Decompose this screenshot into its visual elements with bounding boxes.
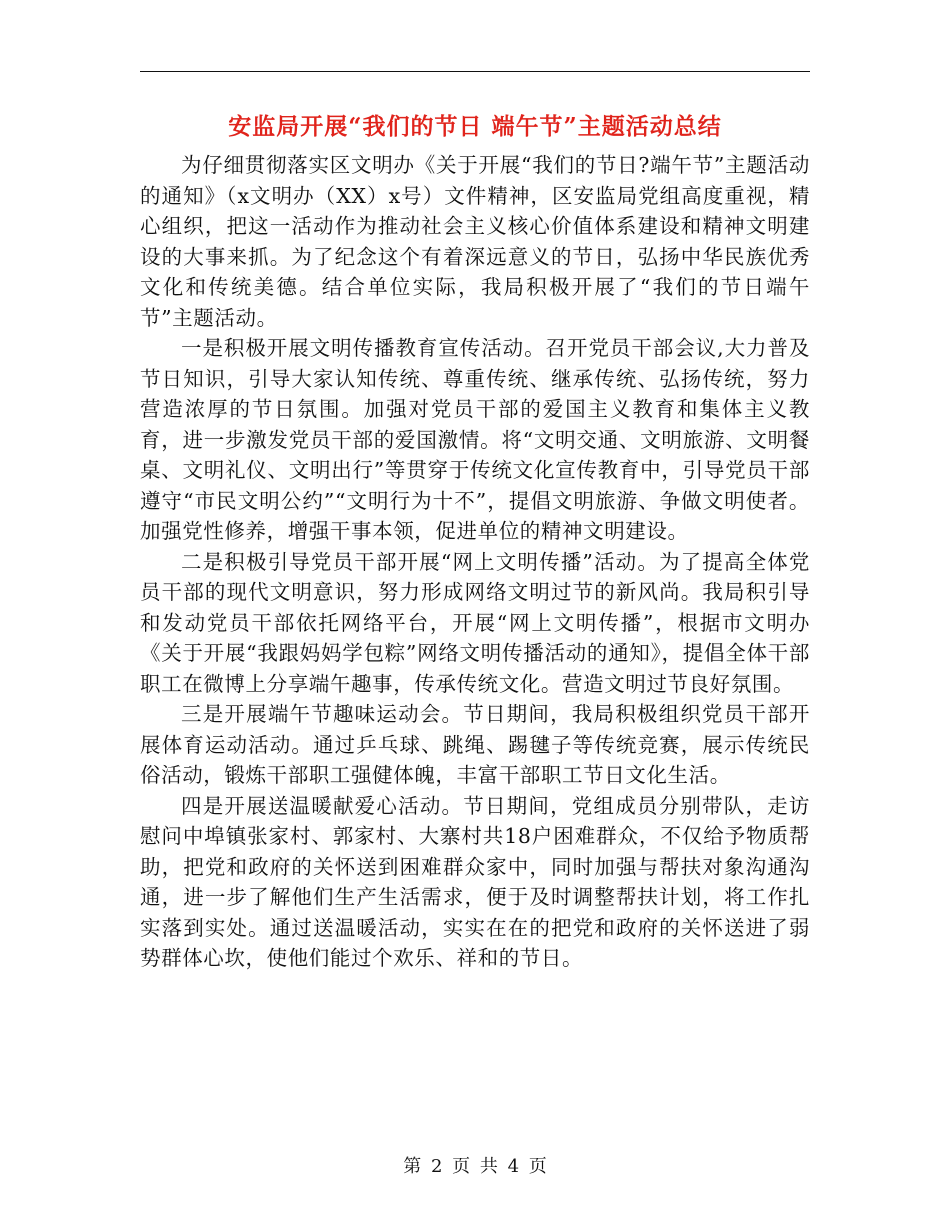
paragraph-intro: 为仔细贯彻落实区文明办《关于开展“我们的节日?端午节”主题活动的通知》（x文明办（XX）x号）文件精神，区安监局党组高度重视，精心组织，把这一活动作为推动社会主义核心价值体系建设和精神文明建设的大事来抓。为了纪念这个有着深远意义的节日，弘扬中华民族优秀文化和传统美德。结合单位实际，我局积极开展了“我们的节日端午节”主题活动。 [140, 153, 810, 330]
page-number-footer: 第 2 页 共 4 页 [403, 1156, 547, 1177]
paragraph-1: 一是积极开展文明传播教育宣传活动。召开党员干部会议,大力普及节日知识，引导大家认知传统、尊重传统、继承传统、弘扬传统，努力营造浓厚的节日氛围。加强对党员干部的爱国主义教育和集体主义教育，进一步激发党员干部的爱国激情。将“文明交通、文明旅游、文明餐桌、文明礼仪、文明出行”等贯穿于传统文化宣传教育中，引导党员干部遵守“市民文明公约”“文明行为十不”，提倡文明旅游、争做文明使者。加强党性修养，增强干事本领，促进单位的精神文明建设。 [140, 336, 810, 543]
document-body [140, 150, 810, 974]
paragraph-2: 二是积极引导党员干部开展“网上文明传播”活动。为了提高全体党员干部的现代文明意识，努力形成网络文明过节的新风尚。我局积引导和发动党员干部依托网络平台，开展“网上文明传播”，根据市文明办《关于开展“我跟妈妈学包粽”网络文明传播活动的通知》，提倡全体干部职工在微博上分享端午趣事，传承传统文化。营造文明过节良好氛围。 [140, 549, 810, 696]
paragraph-4: 四是开展送温暖献爱心活动。节日期间，党组成员分别带队，走访慰问中埠镇张家村、郭家村、大寨村共18户困难群众，不仅给予物质帮助，把党和政府的关怀送到困难群众家中，同时加强与帮扶对象沟通沟通，进一步了解他们生产生活需求，便于及时调整帮扶计划，将工作扎实落到实处。通过送温暖活动，实实在在的把党和政府的关怀送进了弱势群体心坎，使他们能过个欢乐、祥和的节日。 [140, 793, 810, 970]
paragraph-3: 三是开展端午节趣味运动会。节日期间，我局积极组织党员干部开展体育运动活动。通过乒乓球、跳绳、踢毽子等传统竞赛，展示传统民俗活动，锻炼干部职工强健体魄，丰富干部职工节日文化生活。 [140, 702, 810, 787]
document-title: 安监局开展“我们的节日 端午节”主题活动总结 [228, 113, 722, 140]
header-rule [140, 71, 810, 72]
